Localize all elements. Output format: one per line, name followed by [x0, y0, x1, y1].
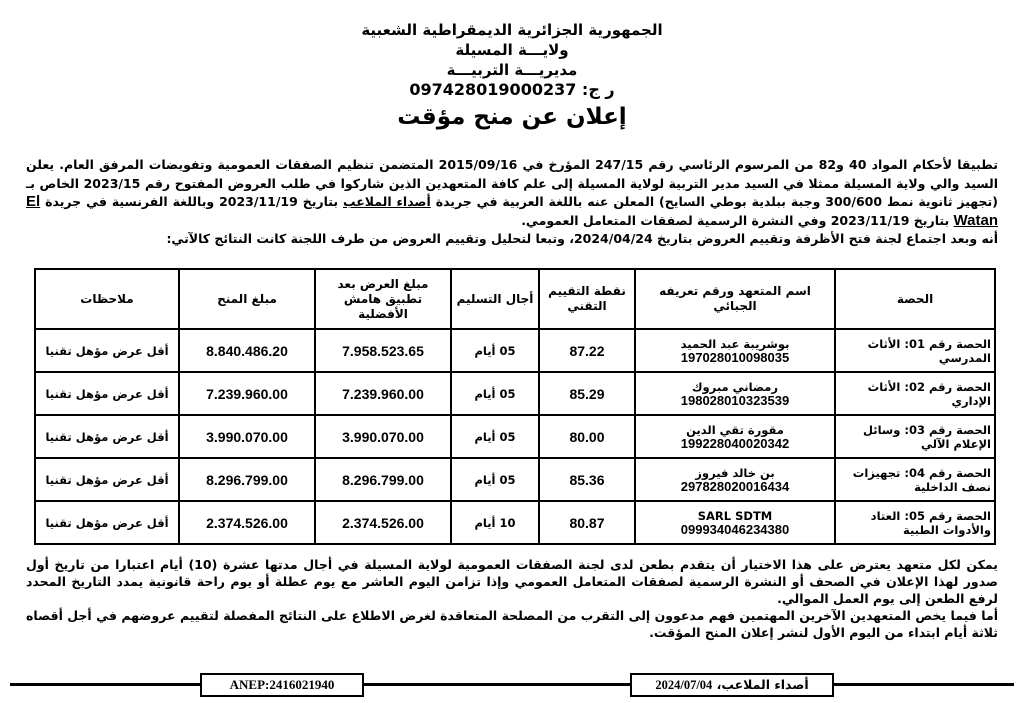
bottom-divider	[10, 683, 1014, 686]
intro-part-1: تطبيقا لأحكام المواد 40 و82 من المرسوم الرئاسي رقم 247/15 المؤرخ في 2015/09/16 المتضمن تنظيم الصفقات العمومية وتفويضات المرفق العام. يعلن السيد والي ولاية المسيلة ممثلا في السيد مدير التربية لولاية المسيلة إلى علم كافة المتعهدين الذين شاركوا في طلب العروض المفتوح رقم 2023/15 الخاص بـ (تجهيز ثانوية نمط 300/600 وجبة ببلدية بوطي السايح) المعلن عنه باللغة العربية في جريدة	[26, 157, 998, 209]
table-row	[35, 329, 995, 372]
reference-number: ر ج: 097428019000237	[409, 80, 615, 99]
cell-delay: 10 أيام	[451, 501, 539, 544]
announcement-title: إعلان عن منح مؤقت	[397, 104, 627, 130]
table-row	[35, 372, 995, 415]
cell-score: 85.29	[539, 372, 635, 415]
cell-grant: 2.374.526.00	[179, 501, 315, 544]
cell-notes: أقل عرض مؤهل تقنيا	[35, 501, 179, 544]
bidder-nif: 199228040020342	[680, 435, 790, 451]
cell-grant: 8.840.486.20	[179, 329, 315, 372]
cell-bidder	[635, 372, 835, 415]
cell-notes: أقل عرض مؤهل تقنيا	[35, 372, 179, 415]
table-row	[35, 415, 995, 458]
table-row	[35, 501, 995, 544]
cell-offer: 8.296.799.00	[315, 458, 451, 501]
republic-line: الجمهورية الجزائرية الديمقراطية الشعبية	[361, 21, 663, 39]
cell-lot: الحصة رقم 04: تجهيزات نصف الداخلية	[835, 458, 995, 501]
cell-score: 85.36	[539, 458, 635, 501]
cell-notes: أقل عرض مؤهل تقنيا	[35, 329, 179, 372]
cell-offer: 7.239.960.00	[315, 372, 451, 415]
bidder-nif: 099934046234380	[680, 521, 790, 537]
table-header-row	[35, 269, 995, 329]
publication-info	[630, 673, 834, 697]
cell-offer: 7.958.523.65	[315, 329, 451, 372]
wilaya-line: ولايـــة المسيلة	[455, 41, 569, 59]
cell-delay: 05 أيام	[451, 415, 539, 458]
appeal-notice	[26, 556, 998, 641]
cell-bidder	[635, 415, 835, 458]
cell-lot: الحصة رقم 01: الأثاث المدرسي	[835, 329, 995, 372]
intro-part-3: بتاريخ 2023/11/19 وفي النشرة الرسمية لصفقات المتعامل العمومي.	[521, 212, 950, 228]
cell-grant: 8.296.799.00	[179, 458, 315, 501]
results-table-wrapper	[34, 268, 994, 545]
bidder-name: بوشريبة عبد الحميد	[680, 336, 790, 351]
cell-score: 80.00	[539, 415, 635, 458]
table-row	[35, 458, 995, 501]
cell-delay: 05 أيام	[451, 329, 539, 372]
intro-paragraph	[26, 156, 998, 249]
bidder-name: مقورة تقي الدين	[686, 422, 784, 437]
header-grant: مبلغ المنح	[179, 269, 315, 329]
bidder-nif: 297828020016434	[680, 478, 790, 494]
cell-grant: 3.990.070.00	[179, 415, 315, 458]
newspaper-arabic: أصداء الملاعب	[343, 194, 431, 209]
bidder-name: بن خالد فيروز	[695, 465, 775, 480]
cell-score: 80.87	[539, 501, 635, 544]
intro-part-2: بتاريخ 2023/11/19 وباللغة الفرنسية في جريدة	[45, 194, 339, 209]
cell-bidder	[635, 329, 835, 372]
cell-delay: 05 أيام	[451, 458, 539, 501]
bidder-nif: 198028010323539	[680, 392, 790, 408]
header-score: نقطة التقييم التقني	[539, 269, 635, 329]
cell-grant: 7.239.960.00	[179, 372, 315, 415]
cell-offer: 2.374.526.00	[315, 501, 451, 544]
bidder-name: SARL SDTM	[697, 508, 773, 523]
header-notes: ملاحظات	[35, 269, 179, 329]
cell-lot: الحصة رقم 05: العتاد والأدوات الطبية	[835, 501, 995, 544]
invitation-paragraph: أما فيما يخص المتعهدين الآخرين المهتمين فهم مدعوون إلى التقرب من المصلحة المتعاقدة لغرض الاطلاع على النتائج المفصلة لتقييم عروضهم في أجل أقصاه ثلاثة أيام ابتداء من اليوم الأول لنشر إعلان المنح المؤقت.	[26, 608, 998, 640]
cell-score: 87.22	[539, 329, 635, 372]
document-header	[0, 20, 1024, 132]
cell-offer: 3.990.070.00	[315, 415, 451, 458]
publication-date: 2024/07/04	[655, 678, 713, 692]
header-bidder: اسم المتعهد ورقم تعريفه الجبائي	[635, 269, 835, 329]
header-lot: الحصة	[835, 269, 995, 329]
header-offer: مبلغ العرض بعد تطبيق هامش الأفضلية	[315, 269, 451, 329]
intro-last-line: أنه وبعد اجتماع لجنة فتح الأظرفة وتقييم العروض بتاريخ 2024/04/24، وتبعا لتحليل وتقييم العروض من طرف اللجنة كانت النتائج كالآتي:	[166, 231, 998, 246]
results-table	[34, 268, 996, 545]
cell-delay: 05 أيام	[451, 372, 539, 415]
bidder-nif: 197028010098035	[680, 349, 790, 365]
cell-lot: الحصة رقم 02: الأثاث الإداري	[835, 372, 995, 415]
bidder-name: رمضاني مبروك	[691, 379, 778, 394]
directorate-line: مديريـــة التربيـــة	[446, 61, 578, 79]
publication-name: أصداء الملاعب،	[716, 677, 809, 692]
cell-notes: أقل عرض مؤهل تقنيا	[35, 415, 179, 458]
anep-reference: ANEP:2416021940	[200, 673, 364, 697]
cell-bidder	[635, 458, 835, 501]
appeal-paragraph: يمكن لكل متعهد يعترض على هذا الاختيار أن يتقدم بطعن لدى لجنة الصفقات العمومية لولاية المسيلة في أجال مدتها عشرة (10) أيام اعتبارا من تاريخ أول صدور لهذا الإعلان في الصحف أو النشرة الرسمية لصفقات المتعامل العمومي وإذا تزامن اليوم العاشر مع يوم عطلة أو يوم راحة قانونية يمدد التاريخ المحدد لرفع الطعن إلى يوم العمل الموالي.	[26, 557, 999, 606]
header-delay: أجال التسليم	[451, 269, 539, 329]
cell-notes: أقل عرض مؤهل تقنيا	[35, 458, 179, 501]
cell-bidder	[635, 501, 835, 544]
newspaper-french: El Watan	[26, 193, 998, 229]
cell-lot: الحصة رقم 03: وسائل الإعلام الآلي	[835, 415, 995, 458]
